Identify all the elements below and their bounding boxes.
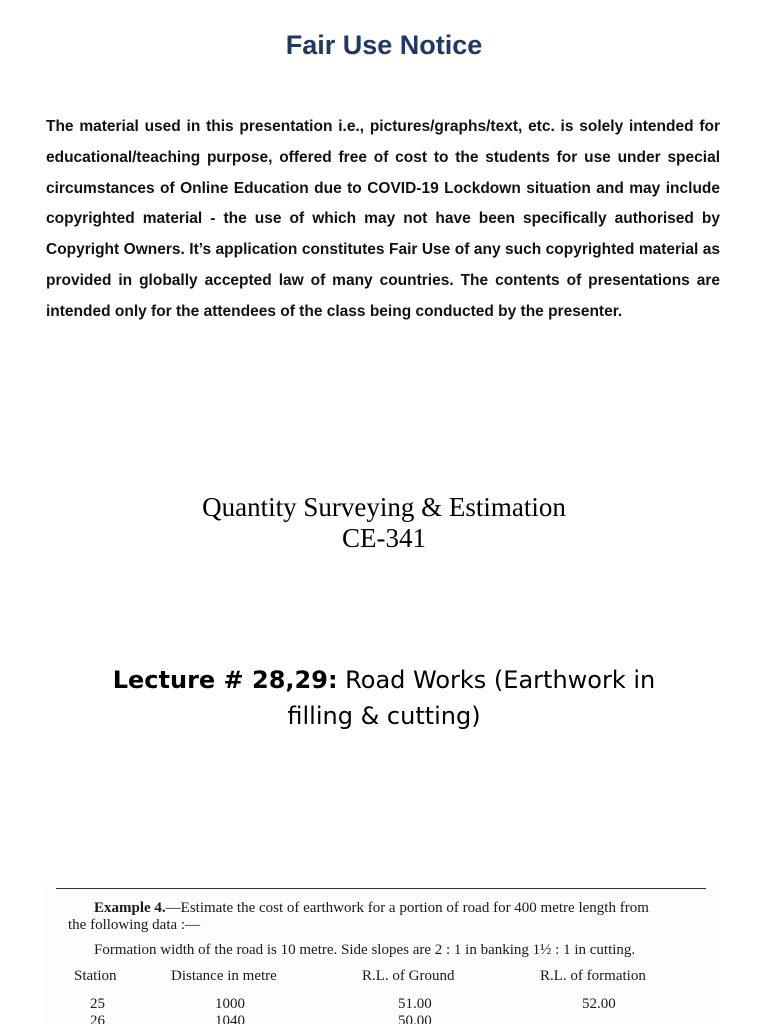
table-cell-distance: 1040 xyxy=(215,1013,245,1024)
example-line-1 xyxy=(94,900,649,917)
notice-body: The material used in this presentation i.e., pictures/graphs/text, etc. is solely intended for educational/teaching purpose, offered free of cost to the students for use under special circumstances of Online Education due to COVID-19 Lockdown situation and may include copyrighted material - the use of which may not have been specifically authorised by Copyright Owners. It’s application constitutes Fair Use of any such copyrighted material as provided in globally accepted law of many countries. The contents of presentations are intended only for the attendees of the class being conducted by the presenter. xyxy=(46,118,720,320)
table-cell-rl-formation: 52.00 xyxy=(582,996,616,1012)
example-scan xyxy=(44,882,714,1024)
example-line-1-text: —Estimate the cost of earthwork for a portion of road for 400 metre length from xyxy=(165,900,649,916)
scan-top-rule xyxy=(56,888,706,889)
table-cell-station: 25 xyxy=(90,996,105,1012)
table-cell-station: 26 xyxy=(90,1013,105,1024)
table-cell-rl-ground: 51.00 xyxy=(398,996,432,1012)
example-line-2: the following data :— xyxy=(68,917,201,933)
example-label: Example 4. xyxy=(94,900,166,916)
course-heading xyxy=(0,492,768,554)
example-line-3: Formation width of the road is 10 metre. Side slopes are 2 : 1 in banking 1½ : 1 in cutting. xyxy=(94,942,636,958)
course-code: CE-341 xyxy=(342,523,426,553)
table-header-rl-ground: R.L. of Ground xyxy=(362,968,455,984)
table-header-distance: Distance in metre xyxy=(171,968,277,984)
table-cell-distance: 1000 xyxy=(215,996,245,1012)
course-name: Quantity Surveying & Estimation xyxy=(202,492,566,522)
table-header-station: Station xyxy=(74,968,117,984)
table-header-rl-formation: R.L. of formation xyxy=(540,968,646,984)
table-cell-rl-ground: 50.00 xyxy=(398,1013,432,1024)
lecture-number: Lecture # 28,29: xyxy=(112,666,338,694)
notice-title: Fair Use Notice xyxy=(285,30,483,60)
lecture-heading xyxy=(84,662,684,734)
lecture-topic: Road Works (Earthwork in filling & cutting) xyxy=(287,666,656,730)
